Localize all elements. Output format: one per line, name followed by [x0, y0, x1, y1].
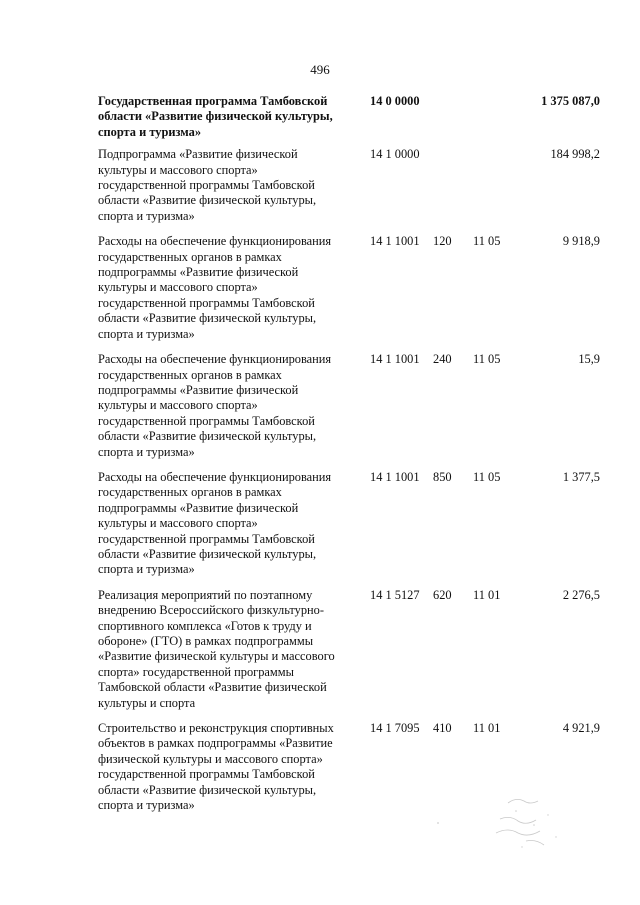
faint-stamp-mark [430, 785, 580, 855]
target-article-code: 14 0 0000 [370, 94, 420, 108]
amount-value: 2 276,5 [562, 587, 600, 602]
table-row [98, 234, 600, 352]
expense-type-code: 120 [433, 234, 452, 249]
expense-type-code: 410 [433, 721, 452, 736]
section-subsection-code: 11 01 [473, 721, 501, 736]
budget-table [98, 94, 600, 823]
section-subsection-code: 11 05 [473, 234, 501, 249]
row-description: Государственная программа Тамбовской области «Развитие физической культуры, спорта и туризма» [98, 94, 333, 139]
expense-type-code: 850 [433, 469, 452, 484]
amount-value: 4 921,9 [562, 721, 600, 736]
table-row [98, 94, 600, 147]
section-subsection-code: 11 05 [473, 469, 501, 484]
table-row [98, 147, 600, 234]
row-description: Расходы на обеспечение функционирования государственных органов в рамках подпрограммы «Развитие физической культуры и массового спорта» государственной программы Тамбовской области «Развитие физической культуры, спорта и туризма» [98, 469, 332, 577]
amount-value: 1 377,5 [562, 469, 600, 484]
row-description: Строительство и реконструкция спортивных объектов в рамках подпрограммы «Развитие физической культуры и массового спорта» государственной программы Тамбовской области «Развитие физической культуры, спорта и туризма» [98, 721, 334, 813]
row-description: Расходы на обеспечение функционирования государственных органов в рамках подпрограммы «Развитие физической культуры и массового спорта» государственной программы Тамбовской области «Развитие физической культуры, спорта и туризма» [98, 234, 332, 341]
amount-value: 1 375 087,0 [541, 94, 600, 108]
table-row [98, 470, 600, 588]
table-row [98, 588, 600, 721]
row-description: Подпрограмма «Развитие физической культуры и массового спорта» государственной программы Тамбовской области «Развитие физической культуры, спорта и туризма» [98, 147, 317, 223]
target-article-code: 14 1 0000 [370, 147, 420, 162]
page-number: 496 [310, 62, 330, 77]
row-description: Расходы на обеспечение функционирования государственных органов в рамках подпрограммы «Развитие физической культуры и массового спорта» государственной программы Тамбовской области «Развитие физической культуры, спорта и туризма» [98, 352, 332, 459]
section-subsection-code: 11 01 [473, 587, 501, 602]
row-description: Реализация мероприятий по поэтапному внедрению Всероссийского физкультурно- спортивного комплекса «Готов к труду и обороне» (ГТО) в рамках подпрограммы «Развитие физической культуры и массового спорта» государственной программы Тамбовской области «Развитие физической культуры и спорта [98, 587, 335, 710]
expense-type-code: 620 [433, 587, 452, 602]
target-article-code: 14 1 5127 [370, 587, 420, 602]
target-article-code: 14 1 1001 [370, 352, 420, 367]
amount-value: 15,9 [578, 352, 600, 367]
table-row [98, 352, 600, 470]
amount-value: 184 998,2 [550, 147, 600, 162]
section-subsection-code: 11 05 [473, 352, 501, 367]
target-article-code: 14 1 1001 [370, 469, 420, 484]
expense-type-code: 240 [433, 352, 452, 367]
target-article-code: 14 1 1001 [370, 234, 420, 249]
amount-value: 9 918,9 [562, 234, 600, 249]
target-article-code: 14 1 7095 [370, 721, 420, 736]
